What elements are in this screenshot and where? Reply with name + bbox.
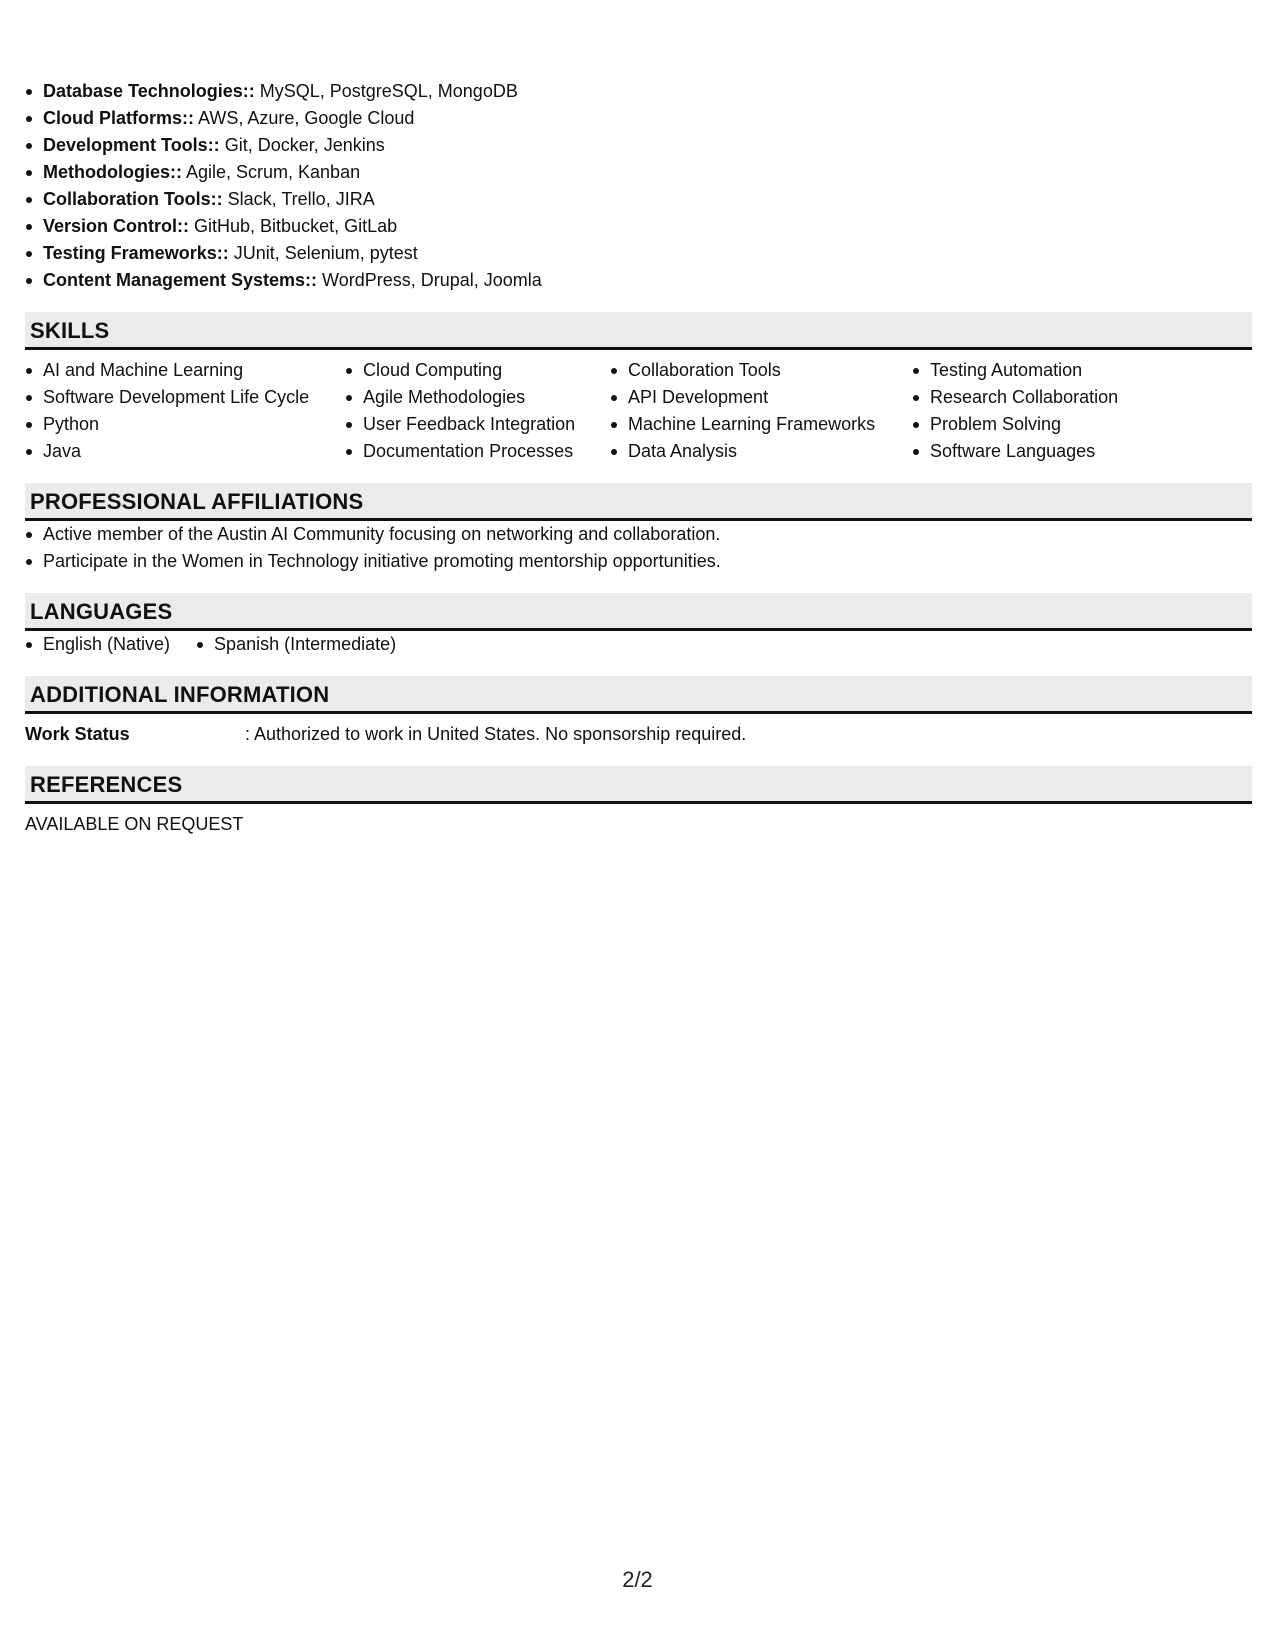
- references-text: AVAILABLE ON REQUEST: [25, 814, 244, 834]
- item-value: WordPress, Drupal, Joomla: [317, 270, 542, 290]
- skills-column: [610, 357, 912, 465]
- item-label: Cloud Platforms::: [43, 108, 194, 128]
- skill-item: Problem Solving: [912, 411, 1212, 438]
- item-value: MySQL, PostgreSQL, MongoDB: [254, 81, 518, 101]
- list-item: [25, 186, 1252, 213]
- page-number: 2/2: [622, 1567, 653, 1592]
- work-status-row: [25, 721, 1252, 748]
- language-item: English (Native): [25, 631, 170, 658]
- skill-item: Collaboration Tools: [610, 357, 912, 384]
- section-header-references: REFERENCES: [25, 766, 1252, 804]
- languages-list: [25, 631, 1252, 658]
- technical-list: [25, 78, 1252, 294]
- item-label: Development Tools::: [43, 135, 220, 155]
- item-label: Methodologies::: [43, 162, 182, 182]
- skill-item: Agile Methodologies: [345, 384, 610, 411]
- skill-item: Software Development Life Cycle: [25, 384, 345, 411]
- skills-column: [25, 357, 345, 465]
- skill-item: Cloud Computing: [345, 357, 610, 384]
- section-header-affiliations: PROFESSIONAL AFFILIATIONS: [25, 483, 1252, 521]
- list-item: [25, 132, 1252, 159]
- item-value: JUnit, Selenium, pytest: [228, 243, 418, 263]
- section-header-additional-information: ADDITIONAL INFORMATION: [25, 676, 1252, 714]
- work-status-label: Work Status: [25, 724, 130, 744]
- item-value: AWS, Azure, Google Cloud: [194, 108, 415, 128]
- list-item: [25, 240, 1252, 267]
- work-status-value: : Authorized to work in United States. No sponsorship required.: [245, 724, 747, 744]
- item-label: Testing Frameworks::: [43, 243, 229, 263]
- skill-item: Testing Automation: [912, 357, 1212, 384]
- skills-column: [912, 357, 1212, 465]
- skill-item: Research Collaboration: [912, 384, 1212, 411]
- skill-item: Documentation Processes: [345, 438, 610, 465]
- item-value: Agile, Scrum, Kanban: [181, 162, 361, 182]
- list-item: [25, 159, 1252, 186]
- list-item: [25, 105, 1252, 132]
- item-label: Version Control::: [43, 216, 190, 236]
- item-value: GitHub, Bitbucket, GitLab: [189, 216, 398, 236]
- item-value: Git, Docker, Jenkins: [219, 135, 385, 155]
- list-item: [25, 267, 1252, 294]
- skill-item: Machine Learning Frameworks: [610, 411, 912, 438]
- item-label: Collaboration Tools::: [43, 189, 223, 209]
- list-item: [25, 213, 1252, 240]
- language-item: Spanish (Intermediate): [196, 631, 396, 658]
- list-item: [25, 78, 1252, 105]
- skill-item: Software Languages: [912, 438, 1212, 465]
- item-value: Slack, Trello, JIRA: [222, 189, 375, 209]
- affiliation-item: Active member of the Austin AI Community focusing on networking and collaboration.: [25, 521, 1252, 548]
- affiliation-item: Participate in the Women in Technology initiative promoting mentorship opportunities.: [25, 548, 1252, 575]
- skills-column: [345, 357, 610, 465]
- skill-item: Data Analysis: [610, 438, 912, 465]
- item-label: Database Technologies::: [43, 81, 255, 101]
- skill-item: API Development: [610, 384, 912, 411]
- affiliations-list: [25, 521, 1252, 575]
- skill-item: User Feedback Integration: [345, 411, 610, 438]
- skill-item: Java: [25, 438, 345, 465]
- skills-grid: [25, 357, 1252, 465]
- skill-item: Python: [25, 411, 345, 438]
- section-header-languages: LANGUAGES: [25, 593, 1252, 631]
- item-label: Content Management Systems::: [43, 270, 318, 290]
- skill-item: AI and Machine Learning: [25, 357, 345, 384]
- resume-page: [25, 78, 1252, 838]
- section-header-skills: SKILLS: [25, 312, 1252, 350]
